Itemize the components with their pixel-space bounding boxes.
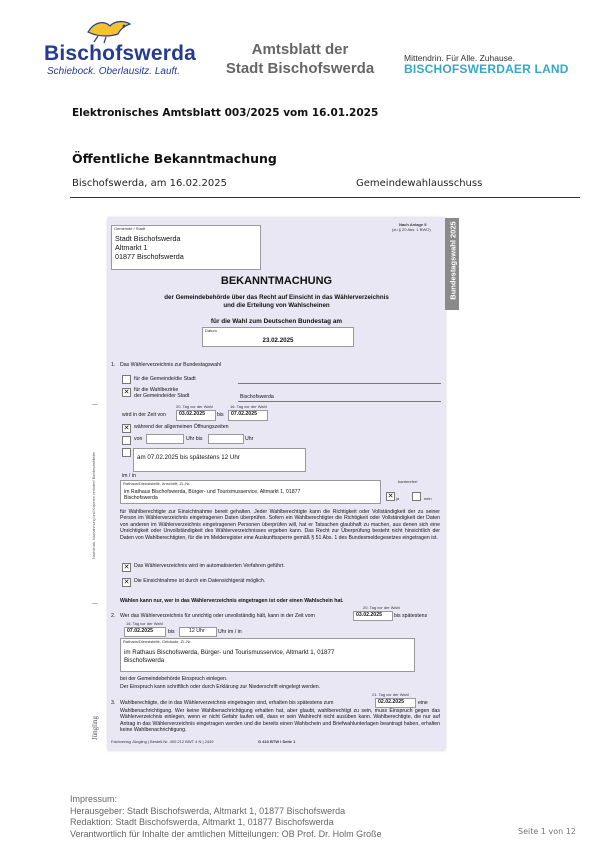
only-voters-text: Wählen kann nur, wer in das Wählerverzeichnis eingetragen ist oder einen Wahlschein hat. — [120, 598, 344, 604]
logo-name: Bischofswerda — [44, 42, 196, 65]
publisher-name: Jüngling — [91, 715, 99, 741]
s2-uhr-label: Uhr im / in — [218, 629, 242, 635]
s2-to: 07.02.2025 — [127, 628, 153, 634]
extra-hours-text: am 07.02.2025 bis spätestens 12 Uhr — [137, 454, 240, 461]
period-from: 03.02.2025 — [179, 411, 205, 417]
form-heading: BEKANNTMACHUNG — [220, 275, 333, 287]
amtsblatt-title — [200, 40, 400, 78]
notification-paragraph: Wahlbenachrichtigung. Wer keine Wahlbenachrichtigung erhalten hat, aber glaubt, wahlberechtigt zu sein, muss Einspruch gegen das Wählerverzeichnis einlegen, wenn er nicht Gefahr laufen will, dass er sein Wahlrecht nicht ausüben kann. Wahlberechtigte, die nur auf Antrag in das Wählerverzeichnis eingetragen werden und die bereits einen Wahlschein und Briefwahlunterlagen beantragt haben, erhalten keine Wahlbenachrichtigung. — [120, 708, 440, 734]
slogan: Mittendrin. Für Alle. Zuhause. — [404, 53, 516, 63]
page-indicator: Seite 1 von 12 — [518, 827, 576, 836]
imprint-heading: Impressum: — [70, 794, 118, 804]
tag-16-label-2: 16. Tag vor der Wahl — [126, 621, 163, 626]
tag-16-label: 16. Tag vor der Wahl — [230, 404, 267, 409]
venue-box — [120, 480, 381, 504]
imprint-editorial: Redaktion: Stadt Bischofswerda, Altmarkt 1, 01877 Bischofswerda — [70, 817, 334, 827]
opt-districts-label-2: der Gemeinde/der Stadt — [134, 393, 190, 399]
fill-line — [238, 401, 441, 402]
section-1-number: 1. — [111, 362, 116, 368]
notice-place-date: Bischofswerda, am 16.02.2025 — [72, 178, 227, 189]
von-box — [146, 434, 184, 444]
opt-city-label: für die Gemeinde/die Stadt — [134, 376, 196, 382]
section-3-text: Wahlberechtigte, die in das Wählerverzeichnis eingetragen sind, erhalten bis spätestens zum — [120, 700, 334, 706]
venue-line-2: Bischofswerda — [124, 495, 158, 501]
s2-after-2: Der Einspruch kann schriftlich oder durch Erklärung zur Niederschrift eingelegt werden. — [120, 684, 321, 690]
inspection-paragraph: für Wahlberechtigte zur Einsichtnahme bereit gehalten. Jeder Wahlberechtigte kann die Richtigkeit oder Vollständigkeit der zu seiner Person im Wählerverzeichnis eingetragenen Daten überprüfen. Sofern ein Wahlberechtigter die Richtigkeit oder Vollständigkeit der Daten von anderen im Wählerverzeichnis eingetragenen Personen überprüfen will, hat er Tatsachen glaubhaft zu machen, aus denen sich eine Unrichtigkeit oder Unvollständigkeit des Wählerverzeichnisses ergeben kann. Das Recht zur Überprüfung besteht nicht hinsichtlich der Daten von Wahlberechtigten, für die im Melderegister eine Auskunftssperre gemäß § 51 Abs. 1 des Bundesmeldegesetzes eingetragen ist. — [120, 509, 440, 541]
s3-eine: eine — [418, 700, 428, 706]
tag-20-label-2: 20. Tag vor der Wahl — [363, 605, 400, 610]
election-line: für die Wahl zum Deutschen Bundestag am — [210, 318, 343, 325]
von-label: von — [134, 436, 143, 442]
divider — [70, 197, 580, 198]
checkbox-city[interactable] — [122, 375, 131, 384]
margin-note — [90, 451, 98, 565]
period-bis: bis — [217, 412, 224, 418]
checkbox-nein[interactable] — [412, 492, 421, 501]
fold-mark — [92, 404, 98, 405]
opt-automated-label: Das Wählerverzeichnis wird im automatisierten Verfahren geführt. — [134, 563, 285, 569]
section-1-text: Das Wählerverzeichnis zur Bundestagswahl — [120, 362, 222, 368]
opt-device-label: Die Einsichtnahme ist durch ein Datensichtgerät möglich. — [134, 578, 266, 584]
authority-label: Gemeinde / Stadt — [114, 226, 146, 231]
nein-label: nein — [424, 496, 432, 501]
form-subheading-2: und die Erteilung von Wahlscheinen — [223, 302, 330, 309]
s2-venue-line-1: im Rathaus Bischofswerda, Bürger- und Tourismusservice, Altmarkt 1, 01877 — [124, 649, 335, 656]
date-label: Datum — [205, 328, 217, 333]
period-to: 07.02.2025 — [231, 411, 257, 417]
s2-time-box — [179, 627, 217, 637]
tag-20-label: 20. Tag vor der Wahl — [176, 404, 213, 409]
s2-latest: bis spätestens — [394, 613, 428, 619]
districts-value: Bischofswerda — [240, 394, 274, 400]
section-2-number: 2. — [111, 613, 116, 619]
amtsblatt-title-line2: Stadt Bischofswerda — [225, 60, 375, 77]
period-prefix: wird in der Zeit von — [122, 412, 166, 418]
authority-street: Altmarkt 1 — [115, 243, 148, 252]
s2-bis: bis — [168, 629, 175, 635]
s3-date-box — [375, 698, 416, 708]
fill-line — [238, 383, 441, 384]
fold-mark — [92, 603, 98, 604]
period-from-box — [176, 410, 216, 421]
bis-box — [208, 434, 244, 444]
section-3-number: 3. — [111, 700, 116, 706]
authority-city: 01877 Bischofswerda — [115, 252, 184, 261]
authority-box — [111, 225, 261, 270]
form-subheading-1: der Gemeindebehörde über das Recht auf Einsicht in das Wählerverzeichnis — [164, 294, 389, 301]
im-in-label: im / in — [122, 473, 136, 479]
opt-hours-label: während der allgemeinen Öffnungszeiten — [134, 424, 229, 430]
authority-name: Stadt Bischofswerda — [115, 234, 181, 243]
imprint-publisher: Herausgeber: Stadt Bischofswerda, Altmarkt 1, 01877 Bischofswerda — [70, 805, 346, 816]
annex-label: Nach Anlage 5 — [399, 222, 427, 227]
opt-districts-label-1: für die Wahlbezirke — [134, 387, 179, 393]
checkbox-device[interactable]: ✕ — [123, 579, 130, 586]
checkbox-extra-hours[interactable] — [122, 448, 131, 457]
s2-from-box — [353, 611, 393, 621]
issue-line: Elektronisches Amtsblatt 003/2025 vom 16.01.2025 — [72, 107, 379, 119]
checkbox-hours[interactable]: ✕ — [123, 425, 130, 432]
imprint — [70, 794, 382, 840]
land-logo: BISCHOFSWERDAER LAND — [404, 62, 569, 76]
s2-venue-box — [120, 638, 415, 672]
section-2-text: Wer das Wählerverzeichnis für unrichtig oder unvollständig hält, kann in der Zeit vom — [120, 613, 315, 619]
annex-ref: (zu § 20 Abs. 1 BWO) — [392, 227, 431, 232]
s2-time: 12 Uhr — [189, 628, 205, 634]
s3-date: 02.02.2025 — [378, 699, 404, 705]
logo-tagline: Schiebock. Oberlausitz. Lauft. — [47, 66, 180, 77]
checkbox-automated[interactable]: ✕ — [123, 564, 130, 571]
checkbox-ja[interactable]: ✕ — [387, 493, 394, 500]
form-footer-center: G 410 BTW I Seite 1 — [258, 739, 296, 744]
form-footer-left: Fachverlag Jüngling | Bestell-Nr. 400 212 BWT 4 N | 2449 — [111, 739, 214, 744]
extra-hours-box — [133, 448, 306, 472]
margin-note-text: Nachdruck, Nachahmung und Kopieren verboten! Bundeswahlleiter — [92, 451, 96, 559]
checkbox-von[interactable] — [122, 436, 131, 445]
venue-label: Rathaus/Dienststelle, Anschrift, Zi.-Nr. — [123, 481, 191, 486]
amtsblatt-title-line1: Amtsblatt der — [251, 41, 349, 58]
tag-21-label: 21. Tag vor der Wahl — [372, 692, 409, 697]
period-to-box — [228, 410, 268, 421]
s2-from: 03.02.2025 — [356, 612, 382, 618]
imprint-responsible: Verantwortlich für Inhalte der amtlichen Mitteilungen: OB Prof. Dr. Holm Große — [70, 828, 382, 839]
s2-venue-label: Rathaus/Dienststelle, Gebäude, Zi.-Nr. — [123, 639, 192, 644]
checkbox-districts[interactable]: ✕ — [123, 389, 130, 396]
notice-department: Gemeindewahlausschuss — [356, 178, 483, 189]
election-date-box — [202, 327, 354, 347]
election-notice-form — [108, 218, 458, 750]
notice-title: Öffentliche Bekanntmachung — [72, 151, 277, 166]
publisher-mark — [90, 710, 100, 746]
s2-to-box — [124, 627, 166, 637]
s2-venue-line-2: Bischofswerda — [124, 657, 165, 664]
s2-after-1: bei der Gemeindebehörde Einspruch einlegen. — [120, 676, 228, 682]
ja-label: ja — [396, 496, 400, 501]
barrier-free-label: barrierefrei — [398, 479, 418, 484]
election-date: 23.02.2025 — [262, 337, 294, 344]
form-side-label: Bundestagswahl 2025 — [445, 218, 459, 310]
uhr-bis-label: Uhr bis — [186, 436, 203, 442]
uhr-label: Uhr — [245, 436, 254, 442]
venue-line-1: im Rathaus Bischofswerda, Bürger- und Tourismusservice, Altmarkt 1, 01877 — [124, 489, 301, 495]
